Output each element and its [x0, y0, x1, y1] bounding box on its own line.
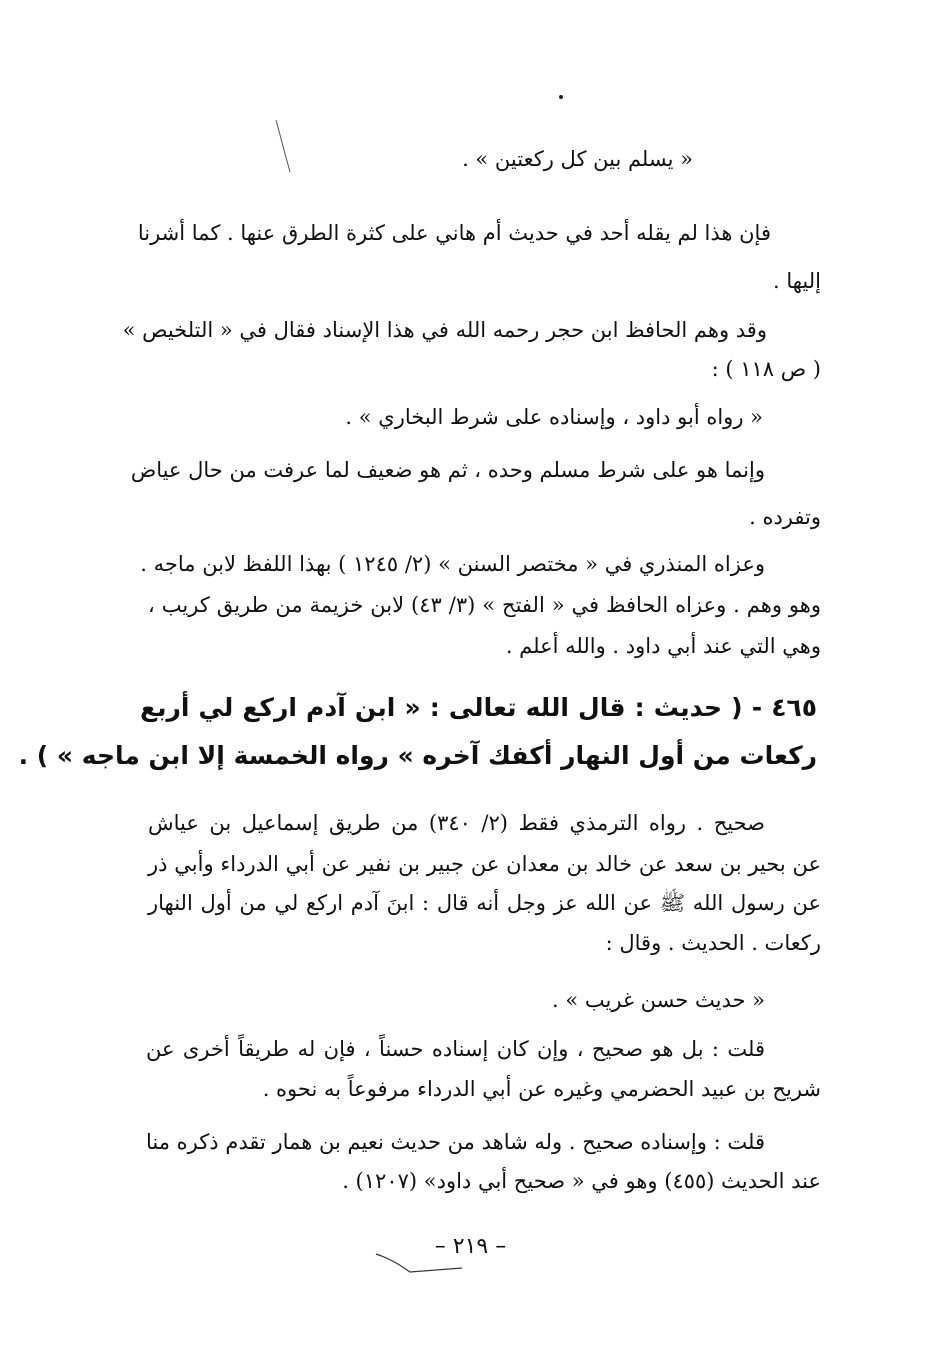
paragraph-5-line-2: عن بحير بن سعد عن خالد بن معدان عن جبير بن نفير عن أبي الدرداء وأبي ذر [148, 852, 821, 876]
paragraph-3-line-2: وتفرده . [749, 505, 821, 529]
quote-line-2: « رواه أبو داود ، وإسناده على شرط البخاري » . [345, 405, 763, 429]
paragraph-3-line-1: وإنما هو على شرط مسلم وحده ، ثم هو ضعيف لما عرفت من حال عياض [130, 458, 765, 482]
paragraph-1-line-2: إليها . [773, 269, 821, 293]
scan-speck-mark [558, 94, 564, 100]
paragraph-4-line-3: وهي التي عند أبي داود . والله أعلم . [505, 634, 821, 658]
paragraph-4-line-1: وعزاه المنذري في « مختصر السنن » (٢/ ١٢٤٥ ) بهذا اللفظ لابن ماجه . [140, 552, 765, 576]
hadith-heading-line-2: ركعات من أول النهار أكفك آخره » رواه الخمسة إلا ابن ماجه » ) . [18, 741, 817, 770]
paragraph-6-line-1: قلت : بل هو صحيح ، وإن كان إسناده حسناً ، فإن له طريقاً أخرى عن [146, 1037, 765, 1061]
paragraph-5-line-3: عن رسول الله ﷺ عن الله عز وجل أنه قال : ابنَ آدم اركع لي من أول النهار [148, 891, 821, 915]
paragraph-4-line-2: وهو وهم . وعزاه الحافظ في « الفتح » (٣/ ٤٣) لابن خزيمة من طريق كريب ، [148, 593, 821, 617]
paragraph-5-line-1: صحيح . رواه الترمذي فقط (٢/ ٣٤٠) من طريق إسماعيل بن عياش [148, 811, 765, 835]
paragraph-7-line-2: عند الحديث (٤٥٥) وهو في « صحيح أبي داود» (١٢٠٧) . [342, 1169, 821, 1193]
quote-line-1: « يسلم بين كل ركعتين » . [462, 147, 693, 171]
quote-line-3: « حديث حسن غريب » . [552, 988, 765, 1012]
paragraph-1-line-1: فإن هذا لم يقله أحد في حديث أم هاني على كثرة الطرق عنها . كما أشرنا [137, 221, 771, 245]
paragraph-6-line-2: شريح بن عبيد الحضرمي وغيره عن أبي الدرداء مرفوعاً به نحوه . [262, 1077, 821, 1101]
paragraph-5-line-4: ركعات . الحديث . وقال : [605, 931, 821, 955]
paragraph-2-line-2: ( ص ١١٨ ) : [711, 357, 821, 381]
paragraph-7-line-1: قلت : وإسناده صحيح . وله شاهد من حديث نعيم بن همار تقدم ذكره منا [146, 1130, 765, 1154]
paragraph-2-line-1: وقد وهم الحافظ ابن حجر رحمه الله في هذا الإسناد فقال في « التلخيص » [122, 318, 767, 342]
hadith-heading-line-1: ٤٦٥ - ( حديث : قال الله تعالى : « ابن آدم اركع لي أربع [140, 693, 817, 722]
page-number: – ٢١٩ – [434, 1234, 507, 1259]
